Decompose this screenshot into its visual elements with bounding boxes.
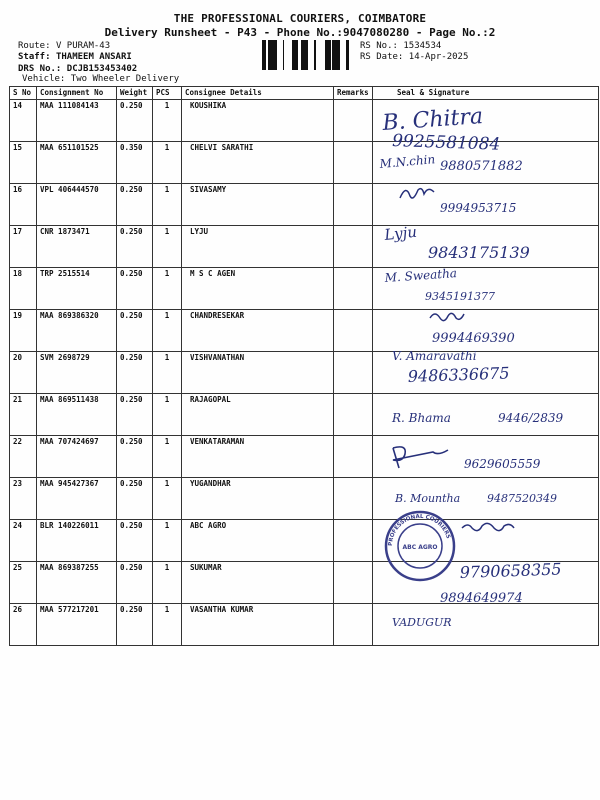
weight-cell: 0.250 [117,100,153,142]
pcs-cell: 1 [153,100,182,142]
seal-signature-cell [373,142,599,184]
pcs-cell: 1 [153,562,182,604]
consignment-cell: MAA 707424697 [37,436,117,478]
barcode-bar [307,40,308,70]
consignee-cell: YUGANDHAR [182,478,334,520]
consignment-cell: BLR 140226011 [37,520,117,562]
barcode-bar [301,40,302,70]
pcs-cell: 1 [153,268,182,310]
seal-signature-cell [373,436,599,478]
vehicle-label: Vehicle: [22,74,66,84]
consignment-cell: MAA 651101525 [37,142,117,184]
barcode-bar [296,40,298,70]
barcode-bar [314,40,316,70]
sno-cell: 17 [10,226,37,268]
barcode-bar [334,40,337,70]
signature-24-name: B. Mountha [395,492,461,505]
remarks-cell [334,562,373,604]
consignment-cell: MAA 111084143 [37,100,117,142]
weight-cell: 0.250 [117,184,153,226]
signature-14-phone: 9925581084 [391,131,501,155]
barcode-bar [283,40,284,70]
seal-signature-cell [373,352,599,394]
table-row [10,436,599,478]
col-header-consignment: Consignment No [37,87,117,100]
consignee-cell: LYJU [182,226,334,268]
table-row [10,226,599,268]
barcode-bar [265,40,266,70]
remarks-cell [334,604,373,646]
seal-signature-cell [373,562,599,604]
weight-cell: 0.250 [117,478,153,520]
rs-no-label: RS No.: [360,41,398,51]
consignee-cell: VISHVANATHAN [182,352,334,394]
consignee-cell: ABC AGRO [182,520,334,562]
vehicle-value: Two Wheeler Delivery [70,74,180,84]
company-title: THE PROFESSIONAL COURIERS, COIMBATORE [173,12,427,25]
barcode-bar [292,40,295,70]
pcs-cell: 1 [153,226,182,268]
weight-cell: 0.250 [117,394,153,436]
consignee-cell: CHELVI SARATHI [182,142,334,184]
pcs-cell: 1 [153,520,182,562]
signature-23-phone: 9629605559 [464,457,541,471]
consignment-cell: MAA 869387255 [37,562,117,604]
signature-19-phone: 9994469390 [432,331,515,346]
remarks-cell [334,352,373,394]
consignment-cell: VPL 406444570 [37,184,117,226]
seal-signature-cell [373,310,599,352]
table-row [10,268,599,310]
pcs-cell: 1 [153,184,182,226]
drs-label: DRS No.: [18,64,62,74]
consignee-cell: CHANDRESEKAR [182,310,334,352]
route-line [18,41,110,51]
rs-no-value: 1534534 [403,41,442,51]
barcode-bar [274,40,277,70]
signature-15-phone: 9880571882 [440,159,523,174]
col-header-consignee: Consignee Details [182,87,334,100]
sno-cell: 22 [10,436,37,478]
signature-20-phone: 9486336675 [407,363,510,386]
signature-14-name: B. Chitra [381,104,484,136]
signature-22-name: R. Bhama [392,411,451,425]
sno-cell: 20 [10,352,37,394]
sno-cell: 15 [10,142,37,184]
barcode-bar [332,40,334,70]
rs-date-label: RS Date: [360,52,404,62]
consignee-cell: VASANTHA KUMAR [182,604,334,646]
barcode-bar [272,40,274,70]
weight-cell: 0.250 [117,310,153,352]
remarks-cell [334,478,373,520]
stamp-inner-text: ABC AGRO [402,544,438,551]
signature-24-phone: 9487520349 [487,492,557,505]
barcode-bar [295,40,296,70]
pcs-cell: 1 [153,352,182,394]
consignee-cell: VENKATARAMAN [182,436,334,478]
barcode-bar [338,40,340,70]
signature-17-name: Lyju [383,222,418,244]
remarks-cell [334,184,373,226]
weight-cell: 0.250 [117,352,153,394]
sno-cell: 23 [10,478,37,520]
barcode-image [262,40,354,70]
seal-signature-cell [373,394,599,436]
remarks-cell [334,142,373,184]
barcode-bar [346,40,349,70]
sno-cell: 21 [10,394,37,436]
remarks-cell [334,310,373,352]
remarks-cell [334,100,373,142]
remarks-cell [334,268,373,310]
sno-cell: 18 [10,268,37,310]
signature-17-phone: 9843175139 [428,243,530,262]
rs-date-value: 14-Apr-2025 [408,52,469,62]
runsheet-subtitle: Delivery Runsheet - P43 - Phone No.:9047080280 - Page No.:2 [104,26,496,39]
table-row [10,394,599,436]
staff-label: Staff: [18,52,51,62]
seal-signature-cell [373,478,599,520]
barcode-bar [268,40,271,70]
sno-cell: 14 [10,100,37,142]
consignee-cell: RAJAGOPAL [182,394,334,436]
table-row [10,562,599,604]
signature-25-phone: 9790658355 [459,559,562,582]
weight-cell: 0.250 [117,268,153,310]
col-header-sno: S No [10,87,37,100]
signature-20-name: V. Amaravathi [392,349,477,363]
barcode-bar [325,40,326,70]
pcs-cell: 1 [153,142,182,184]
col-header-pcs: PCS [153,87,182,100]
table-row [10,352,599,394]
remarks-cell [334,226,373,268]
table-row [10,520,599,562]
signature-26-name: VADUGUR [392,616,452,629]
consignee-cell: KOUSHIKA [182,100,334,142]
barcode-bar [304,40,307,70]
table-row [10,478,599,520]
consignment-cell: MAA 869511438 [37,394,117,436]
rs-date-line [360,52,468,62]
barcode-bar [328,40,331,70]
table-row [10,184,599,226]
runsheet-table [9,86,599,646]
drs-value: DCJB153453402 [66,64,138,74]
signature-16-phone: 9994953715 [440,201,517,215]
seal-signature-cell [373,265,599,310]
pcs-cell: 1 [153,310,182,352]
route-value: V PURAM-43 [55,41,111,51]
consignment-cell: CNR 1873471 [37,226,117,268]
sno-cell: 26 [10,604,37,646]
route-label: Route: [18,41,51,51]
weight-cell: 0.250 [117,604,153,646]
table-row [10,142,599,184]
barcode-bar [302,40,304,70]
barcode-bar [262,40,265,70]
staff-line [18,52,132,62]
weight-cell: 0.250 [117,436,153,478]
seal-signature-cell [373,604,599,646]
consignment-cell: SVM 2698729 [37,352,117,394]
sno-cell: 19 [10,310,37,352]
col-header-seal-signature: Seal & Signature [373,87,599,100]
consignment-cell: MAA 577217201 [37,604,117,646]
pcs-cell: 1 [153,436,182,478]
sno-cell: 24 [10,520,37,562]
seal-signature-cell [373,520,599,562]
remarks-cell [334,436,373,478]
col-header-weight: Weight [117,87,153,100]
barcode-bar [271,40,272,70]
table-row [10,604,599,646]
sno-cell: 16 [10,184,37,226]
table-row [10,310,599,352]
barcode-bar [326,40,328,70]
weight-cell: 0.350 [117,142,153,184]
signature-18-phone: 9345191377 [425,290,495,303]
sno-cell: 25 [10,562,37,604]
pcs-cell: 1 [153,394,182,436]
weight-cell: 0.250 [117,562,153,604]
drs-line [18,64,137,74]
consignment-cell: MAA 945427367 [37,478,117,520]
seal-signature-cell [373,100,599,142]
table-header-row [10,87,599,100]
consignee-cell: M S C AGEN [182,268,334,310]
remarks-cell [334,520,373,562]
weight-cell: 0.250 [117,520,153,562]
signature-22-phone: 9446/2839 [498,411,564,425]
table-row [10,100,599,142]
remarks-cell [334,394,373,436]
signature-18-name: M. Sweatha [384,265,458,285]
consignee-cell: SUKUMAR [182,562,334,604]
rs-no-line [360,41,441,51]
weight-cell: 0.250 [117,226,153,268]
consignment-cell: TRP 2515514 [37,268,117,310]
pcs-cell: 1 [153,604,182,646]
signature-26-phone: 9894649974 [440,591,523,606]
seal-signature-cell [373,226,599,268]
seal-signature-cell [373,184,599,226]
consignment-cell: MAA 869386320 [37,310,117,352]
staff-value: THAMEEM ANSARI [55,52,132,62]
pcs-cell: 1 [153,478,182,520]
signature-15-name: M.N.chin [379,152,436,171]
consignee-cell: SIVASAMY [182,184,334,226]
barcode-bar [337,40,338,70]
col-header-remarks: Remarks [334,87,373,100]
vehicle-line [22,74,179,84]
stamp-text: PROFESSIONAL COURIERS [387,513,451,547]
